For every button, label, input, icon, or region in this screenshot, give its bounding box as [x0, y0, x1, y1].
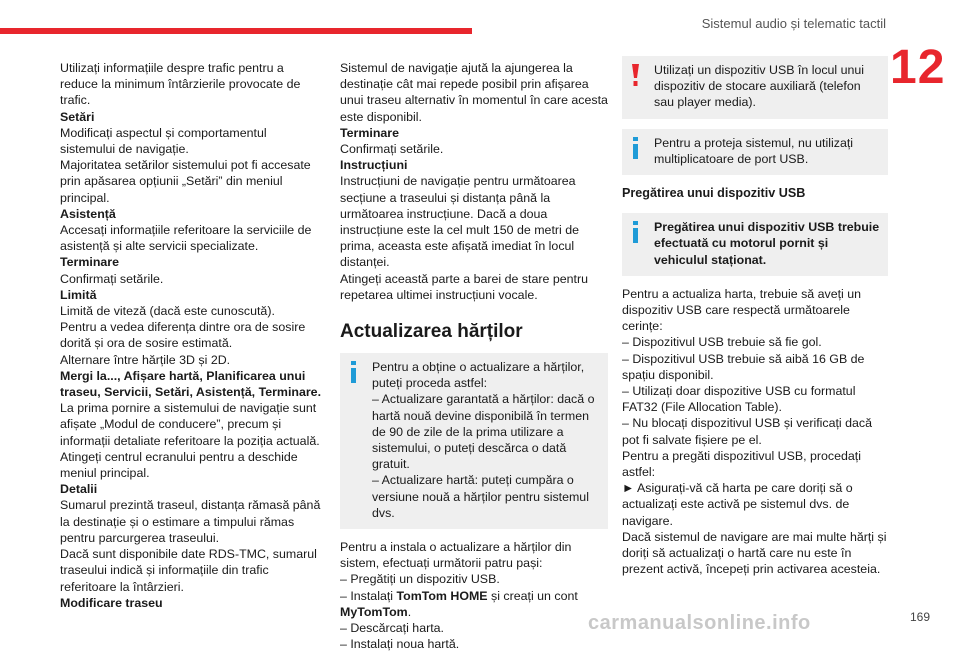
paragraph: La prima pornire a sistemului de navigație sunt afișate „Modul de conducere”, precum și informații detaliate referitoare la poziția actuală. Atingeți centrul ecranului pentru a deschide meniul principal. — [60, 401, 320, 481]
paragraph: – Utilizați doar dispozitive USB cu formatul FAT32 (File Allocation Table). — [622, 384, 856, 415]
note-line: – Actualizare garantată a hărților: dacă o hartă nouă devine disponibilă în termen de 90 de zile de la prima utilizare a sistemului, o puteți descărca o dată gratuit. — [372, 392, 595, 472]
section-title: Sistemul audio și telematic tactil — [701, 16, 886, 31]
column-1 — [60, 60, 322, 611]
warning-icon — [632, 64, 640, 90]
header-accent-bar — [0, 28, 472, 34]
subheading-usb: Pregătirea unui dispozitiv USB — [622, 186, 806, 201]
info-icon — [632, 221, 640, 247]
warning-note — [622, 56, 888, 119]
paragraph: Dacă sistemul de navigare are mai multe hărți și doriți să actualizați o hartă care nu este în prezent activă, începeți prin activarea acesteia. — [622, 529, 887, 577]
install-step: – Instalați TomTom HOME și creați un cont MyTomTom. — [340, 588, 578, 619]
paragraph: Mergi la..., Afișare hartă, Planificarea unui traseu, Servicii, Setări, Asistență, Terminare. — [60, 368, 322, 400]
paragraph: – Nu blocați dispozitivul USB și verificați dacă pot fi salvate fișiere pe el. — [622, 416, 872, 447]
chapter-number: 12 — [890, 41, 946, 94]
paragraph: Confirmați setările. — [60, 271, 164, 286]
paragraph: Asistență — [60, 206, 116, 221]
column-2 — [340, 60, 608, 653]
paragraph: Terminare — [340, 125, 399, 140]
paragraph: Modificare traseu — [60, 595, 163, 610]
paragraph: Accesați informațiile referitoare la serviciile de asistență și alte servicii specializate. — [60, 223, 312, 254]
paragraph: Pentru a pregăti dispozitivul USB, procedați astfel: — [622, 448, 861, 480]
note-line: – Actualizare hartă: puteți cumpăra o versiune nouă a hărților pentru sistemul dvs. — [372, 473, 589, 520]
note-line: Pentru a obține o actualizare a hărților, puteți proceda astfel: — [372, 360, 585, 391]
watermark: carmanualsonline.info — [588, 612, 811, 634]
paragraph: Limită de viteză (dacă este cunoscută). — [60, 304, 275, 319]
info-icon — [632, 137, 640, 163]
info-icon — [350, 361, 358, 387]
paragraph: Alternare între hărțile 3D și 2D. — [60, 352, 231, 367]
paragraph: Instrucțiuni — [340, 158, 408, 173]
paragraph: – Dispozitivul USB trebuie să fie gol. — [622, 335, 822, 350]
install-intro: Pentru a instala o actualizare a hărților din sistem, efectuați următorii patru pași: — [340, 540, 572, 571]
paragraph: Detalii — [60, 482, 98, 497]
warning-text: Utilizați un dispozitiv USB în locul unui dispozitiv de stocare auxiliară (telefon sau player media). — [654, 63, 865, 110]
paragraph: Confirmați setările. — [340, 142, 444, 157]
paragraph: Atingeți această parte a barei de stare pentru repetarea ultimei instrucțiuni vocale. — [340, 271, 588, 302]
paragraph: Modificați aspectul și comportamentul sistemului de navigație. — [60, 125, 267, 157]
install-step: – Pregătiți un dispozitiv USB. — [340, 572, 500, 587]
paragraph: Utilizați informațiile despre trafic pentru a reduce la minimum întârzierile provocate de trafic. — [60, 61, 301, 108]
paragraph: Limită — [60, 287, 97, 302]
info-note-map-update — [340, 353, 608, 529]
info-text: Pentru a proteja sistemul, nu utilizați multiplicatoare de port USB. — [654, 135, 854, 166]
install-step: – Instalați noua hartă. — [340, 637, 460, 652]
info-note-usb-prep — [622, 213, 888, 276]
paragraph: Majoritatea setărilor sistemului pot fi accesate prin apăsarea opțiunii „Setări” din meniul principal. — [60, 158, 311, 205]
paragraph: Sistemul de navigație ajută la ajungerea la destinație cât mai repede posibil prin afișarea unui traseu alternativ în momentul în care acesta este disponibil. — [340, 61, 608, 124]
paragraph: Terminare — [60, 255, 119, 270]
column-3 — [622, 56, 888, 577]
paragraph: Dacă sunt disponibile date RDS-TMC, sumarul traseului indică și informațiile din trafic referitoare la întârzieri. — [60, 547, 317, 594]
paragraph: Pentru a actualiza harta, trebuie să aveți un dispozitiv USB care respectă următoarele cerințe: — [622, 286, 862, 334]
paragraph: Sumarul prezintă traseul, distanța rămasă până la destinație și o estimare a timpului rămas pentru parcurgerea traseului. — [60, 498, 321, 545]
info-text: Pregătirea unui dispozitiv USB trebuie efectuată cu motorul pornit și vehiculul staționat. — [654, 220, 880, 267]
paragraph: ► Asigurați-vă că harta pe care doriți să o actualizați este activă pe sistemul dvs. de navigare. — [622, 481, 853, 528]
paragraph: Setări — [60, 109, 95, 124]
install-step: – Descărcați harta. — [340, 621, 444, 636]
heading-map-update: Actualizarea hărților — [340, 321, 523, 343]
info-note-usb-hub — [622, 129, 888, 175]
paragraph: Instrucțiuni de navigație pentru următoarea secțiune a traseului și distanța până la următoarea instrucțiune. Dacă a doua instrucțiune este la cel mult 150 de metri de prima, aceasta este afișată imediat în locul distanței. — [340, 174, 579, 270]
paragraph: – Dispozitivul USB trebuie să aibă 16 GB de spațiu disponibil. — [622, 351, 865, 382]
page-number: 169 — [909, 610, 930, 624]
paragraph: Pentru a vedea diferența dintre ora de sosire dorită și ora de sosire estimată. — [60, 320, 306, 351]
